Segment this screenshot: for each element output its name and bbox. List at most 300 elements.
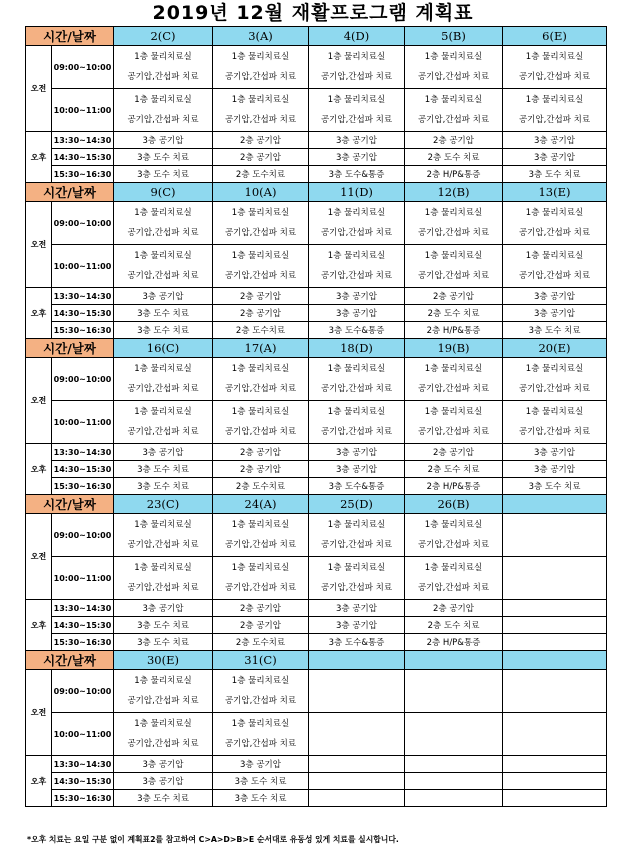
session-location: 1층 물리치료실 (327, 208, 386, 218)
session-cell: 3층 공기압 (503, 305, 607, 322)
session-location: 1층 물리치료실 (231, 719, 290, 729)
session-location: 1층 물리치료실 (134, 364, 192, 374)
session-treatment: 공기압,간섭파 치료 (127, 72, 199, 82)
session-location: 1층 물리치료실 (525, 95, 584, 105)
session-cell: 2층 도수 치료 (405, 461, 503, 478)
date-cell: 11(D) (309, 183, 405, 202)
session-location: 1층 물리치료실 (327, 251, 386, 261)
session-cell: 2층 공기압 (405, 444, 503, 461)
session-cell (503, 557, 607, 600)
session-location: 1층 물리치료실 (424, 95, 483, 105)
session-cell (309, 202, 405, 245)
time-cell: 15:30~16:30 (52, 322, 114, 339)
session-cell (405, 557, 503, 600)
session-location: 1층 물리치료실 (231, 676, 290, 686)
pm-row (26, 634, 607, 651)
session-location: 1층 물리치료실 (231, 251, 290, 261)
session-cell (503, 756, 607, 773)
footnote: *오후 치료는 요일 구분 없이 계획표2를 참고하여 C>A>D>B>E 순서대로 유동성 있게 치료를 실시합니다. (27, 835, 399, 844)
session-location: 1층 물리치료실 (134, 676, 192, 686)
time-cell: 09:00~10:00 (52, 202, 114, 245)
time-cell: 10:00~11:00 (52, 557, 114, 600)
session-cell (405, 358, 503, 401)
time-cell: 13:30~14:30 (52, 756, 114, 773)
session-location: 1층 물리치료실 (134, 520, 192, 530)
session-cell: 3층 공기압 (114, 444, 213, 461)
session-cell: 2층 도수 치료 (405, 617, 503, 634)
session-location: 1층 물리치료실 (327, 95, 386, 105)
date-cell: 5(B) (405, 27, 503, 46)
session-cell: 3층 도수 치료 (503, 322, 607, 339)
am-row (26, 670, 607, 713)
session-location: 1층 물리치료실 (231, 563, 290, 573)
time-cell: 15:30~16:30 (52, 166, 114, 183)
period-am-label: 오전 (26, 670, 52, 756)
session-cell: 3층 공기압 (213, 756, 309, 773)
session-treatment: 공기압,간섭파 치료 (224, 583, 297, 593)
time-date-header: 시간/날짜 (26, 183, 114, 202)
time-cell: 13:30~14:30 (52, 600, 114, 617)
session-cell: 3층 도수 치료 (114, 305, 213, 322)
session-cell (114, 202, 213, 245)
session-cell: 3층 도수 치료 (114, 478, 213, 495)
session-cell: 3층 공기압 (114, 756, 213, 773)
session-location: 1층 물리치료실 (231, 95, 290, 105)
session-treatment: 공기압,간섭파 치료 (224, 427, 297, 437)
session-location: 1층 물리치료실 (424, 520, 483, 530)
session-cell (503, 514, 607, 557)
session-cell: 3층 도수 치료 (114, 617, 213, 634)
session-cell: 2층 H/P&통증 (405, 478, 503, 495)
date-cell: 31(C) (213, 651, 309, 670)
period-am-label: 오전 (26, 358, 52, 444)
session-treatment: 공기압,간섭파 치료 (224, 72, 297, 82)
session-cell (309, 358, 405, 401)
session-cell: 3층 공기압 (309, 461, 405, 478)
session-cell (309, 790, 405, 807)
week-header-row (26, 183, 607, 202)
session-location: 1층 물리치료실 (231, 407, 290, 417)
session-cell: 3층 도수 치료 (114, 149, 213, 166)
session-cell: 3층 공기압 (309, 288, 405, 305)
am-row (26, 713, 607, 756)
session-location: 1층 물리치료실 (134, 719, 192, 729)
session-location: 1층 물리치료실 (134, 563, 192, 573)
session-cell: 2층 도수 치료 (405, 305, 503, 322)
session-cell (213, 557, 309, 600)
session-cell (503, 202, 607, 245)
session-location: 1층 물리치료실 (525, 52, 584, 62)
session-cell: 3층 공기압 (503, 288, 607, 305)
session-treatment: 공기압,간섭파 치료 (320, 583, 393, 593)
session-cell: 3층 도수 치료 (503, 166, 607, 183)
am-row (26, 401, 607, 444)
session-treatment: 공기압,간섭파 치료 (320, 228, 393, 238)
session-cell: 3층 도수&통증 (309, 634, 405, 651)
session-location: 1층 물리치료실 (424, 52, 483, 62)
session-location: 1층 물리치료실 (231, 52, 290, 62)
session-cell: 2층 도수치료 (213, 634, 309, 651)
session-cell (114, 358, 213, 401)
week-header-row (26, 495, 607, 514)
session-treatment: 공기압,간섭파 치료 (127, 696, 199, 706)
session-treatment: 공기압,간섭파 치료 (127, 583, 199, 593)
session-treatment: 공기압,간섭파 치료 (224, 696, 297, 706)
pm-row (26, 600, 607, 617)
time-date-header: 시간/날짜 (26, 27, 114, 46)
date-cell: 20(E) (503, 339, 607, 358)
session-cell: 3층 도수 치료 (213, 773, 309, 790)
session-cell (309, 245, 405, 288)
week-header-row (26, 651, 607, 670)
session-cell (405, 46, 503, 89)
session-cell: 2층 공기압 (213, 600, 309, 617)
time-cell: 14:30~15:30 (52, 305, 114, 322)
session-location: 1층 물리치료실 (134, 208, 192, 218)
date-cell: 4(D) (309, 27, 405, 46)
session-treatment: 공기압,간섭파 치료 (417, 115, 490, 125)
session-treatment: 공기압,간섭파 치료 (417, 427, 490, 437)
period-am-label: 오전 (26, 514, 52, 600)
session-cell: 2층 공기압 (213, 461, 309, 478)
session-treatment: 공기압,간섭파 치료 (320, 540, 393, 550)
session-treatment: 공기압,간섭파 치료 (224, 739, 297, 749)
date-cell (309, 651, 405, 670)
session-cell (405, 245, 503, 288)
am-row (26, 202, 607, 245)
pm-row (26, 166, 607, 183)
session-cell (213, 46, 309, 89)
pm-row (26, 288, 607, 305)
session-cell (213, 89, 309, 132)
time-cell: 14:30~15:30 (52, 773, 114, 790)
session-treatment: 공기압,간섭파 치료 (417, 540, 490, 550)
date-cell: 2(C) (114, 27, 213, 46)
session-cell (503, 89, 607, 132)
session-cell (309, 514, 405, 557)
pm-row (26, 617, 607, 634)
date-cell: 16(C) (114, 339, 213, 358)
session-location: 1층 물리치료실 (231, 208, 290, 218)
date-cell: 17(A) (213, 339, 309, 358)
date-cell: 18(D) (309, 339, 405, 358)
session-cell: 2층 H/P&통증 (405, 322, 503, 339)
session-cell: 2층 도수치료 (213, 322, 309, 339)
session-cell (405, 89, 503, 132)
session-cell (503, 600, 607, 617)
pm-row (26, 322, 607, 339)
date-cell: 19(B) (405, 339, 503, 358)
time-cell: 10:00~11:00 (52, 713, 114, 756)
session-treatment: 공기압,간섭파 치료 (320, 115, 393, 125)
time-date-header: 시간/날짜 (26, 495, 114, 514)
session-location: 1층 물리치료실 (327, 563, 386, 573)
period-pm-label: 오후 (26, 132, 52, 183)
session-cell (213, 670, 309, 713)
session-cell (405, 790, 503, 807)
session-cell: 3층 도수&통증 (309, 478, 405, 495)
page-title: 2019년 12월 재활프로그램 계획표 (152, 2, 474, 24)
session-location: 1층 물리치료실 (424, 407, 483, 417)
time-date-header: 시간/날짜 (26, 651, 114, 670)
session-cell (114, 514, 213, 557)
session-treatment: 공기압,간섭파 치료 (127, 384, 199, 394)
session-cell (114, 89, 213, 132)
session-treatment: 공기압,간섭파 치료 (127, 739, 199, 749)
pm-row (26, 773, 607, 790)
session-treatment: 공기압,간섭파 치료 (518, 115, 591, 125)
session-cell: 2층 도수치료 (213, 166, 309, 183)
session-location: 1층 물리치료실 (327, 520, 386, 530)
session-cell (309, 756, 405, 773)
session-cell: 3층 도수 치료 (503, 478, 607, 495)
session-location: 1층 물리치료실 (424, 251, 483, 261)
time-cell: 13:30~14:30 (52, 288, 114, 305)
session-cell: 3층 공기압 (309, 149, 405, 166)
am-row (26, 245, 607, 288)
time-cell: 14:30~15:30 (52, 149, 114, 166)
session-cell (503, 634, 607, 651)
session-treatment: 공기압,간섭파 치료 (320, 271, 393, 281)
session-cell (114, 401, 213, 444)
session-location: 1층 물리치료실 (134, 52, 192, 62)
session-cell: 3층 공기압 (309, 600, 405, 617)
session-cell (213, 401, 309, 444)
session-treatment: 공기압,간섭파 치료 (224, 115, 297, 125)
session-cell: 3층 도수 치료 (114, 166, 213, 183)
session-cell (309, 670, 405, 713)
session-cell (405, 202, 503, 245)
session-cell: 3층 공기압 (309, 305, 405, 322)
session-cell (309, 401, 405, 444)
session-cell (503, 358, 607, 401)
session-cell (503, 790, 607, 807)
pm-row (26, 444, 607, 461)
am-row (26, 46, 607, 89)
time-cell: 09:00~10:00 (52, 358, 114, 401)
time-cell: 10:00~11:00 (52, 89, 114, 132)
session-location: 1층 물리치료실 (525, 407, 584, 417)
session-cell: 2층 H/P&통증 (405, 166, 503, 183)
session-cell: 2층 공기압 (213, 288, 309, 305)
week-header-row (26, 339, 607, 358)
session-location: 1층 물리치료실 (424, 364, 483, 374)
session-cell (309, 557, 405, 600)
period-pm-label: 오후 (26, 756, 52, 807)
time-cell: 14:30~15:30 (52, 617, 114, 634)
date-cell (503, 495, 607, 514)
session-treatment: 공기압,간섭파 치료 (417, 384, 490, 394)
session-location: 1층 물리치료실 (231, 364, 290, 374)
time-cell: 10:00~11:00 (52, 245, 114, 288)
period-am-label: 오전 (26, 202, 52, 288)
pm-row (26, 132, 607, 149)
time-cell: 09:00~10:00 (52, 46, 114, 89)
session-cell: 2층 공기압 (405, 600, 503, 617)
am-row (26, 358, 607, 401)
pm-row (26, 756, 607, 773)
session-treatment: 공기압,간섭파 치료 (518, 384, 591, 394)
session-cell (114, 670, 213, 713)
session-cell (213, 245, 309, 288)
session-treatment: 공기압,간섭파 치료 (518, 271, 591, 281)
session-cell: 3층 공기압 (114, 132, 213, 149)
session-cell: 3층 공기압 (114, 600, 213, 617)
session-cell (503, 46, 607, 89)
session-cell (503, 773, 607, 790)
time-cell: 13:30~14:30 (52, 444, 114, 461)
session-cell (213, 358, 309, 401)
session-treatment: 공기압,간섭파 치료 (518, 228, 591, 238)
time-cell: 15:30~16:30 (52, 478, 114, 495)
session-cell: 3층 공기압 (309, 132, 405, 149)
session-cell (503, 245, 607, 288)
session-treatment: 공기압,간섭파 치료 (224, 271, 297, 281)
session-treatment: 공기압,간섭파 치료 (518, 72, 591, 82)
session-cell: 3층 도수&통증 (309, 322, 405, 339)
session-cell (114, 713, 213, 756)
session-cell: 3층 도수 치료 (213, 790, 309, 807)
pm-row (26, 790, 607, 807)
session-cell (309, 773, 405, 790)
session-cell: 2층 공기압 (213, 305, 309, 322)
period-pm-label: 오후 (26, 444, 52, 495)
am-row (26, 557, 607, 600)
date-cell: 3(A) (213, 27, 309, 46)
session-cell: 2층 공기압 (213, 444, 309, 461)
session-treatment: 공기압,간섭파 치료 (224, 384, 297, 394)
session-location: 1층 물리치료실 (134, 95, 192, 105)
time-date-header: 시간/날짜 (26, 339, 114, 358)
date-cell: 24(A) (213, 495, 309, 514)
pm-row (26, 149, 607, 166)
session-cell: 2층 공기압 (405, 132, 503, 149)
date-cell: 25(D) (309, 495, 405, 514)
session-cell (213, 514, 309, 557)
date-cell (405, 651, 503, 670)
session-treatment: 공기압,간섭파 치료 (320, 427, 393, 437)
session-cell (114, 245, 213, 288)
session-treatment: 공기압,간섭파 치료 (224, 540, 297, 550)
session-cell: 3층 공기압 (309, 444, 405, 461)
session-treatment: 공기압,간섭파 치료 (417, 72, 490, 82)
session-cell: 3층 공기압 (503, 149, 607, 166)
session-location: 1층 물리치료실 (525, 251, 584, 261)
pm-row (26, 478, 607, 495)
session-treatment: 공기압,간섭파 치료 (224, 228, 297, 238)
am-row (26, 89, 607, 132)
date-cell: 30(E) (114, 651, 213, 670)
session-cell: 3층 도수 치료 (114, 322, 213, 339)
session-treatment: 공기압,간섭파 치료 (127, 228, 199, 238)
session-cell: 3층 공기압 (503, 444, 607, 461)
session-cell (503, 670, 607, 713)
period-am-label: 오전 (26, 46, 52, 132)
time-cell: 09:00~10:00 (52, 670, 114, 713)
session-cell: 2층 공기압 (213, 132, 309, 149)
session-location: 1층 물리치료실 (525, 208, 584, 218)
date-cell: 12(B) (405, 183, 503, 202)
schedule-table (25, 26, 607, 807)
session-cell: 2층 공기압 (405, 288, 503, 305)
session-cell: 2층 도수치료 (213, 478, 309, 495)
session-cell (213, 202, 309, 245)
pm-row (26, 461, 607, 478)
date-cell: 10(A) (213, 183, 309, 202)
session-cell (114, 46, 213, 89)
time-cell: 15:30~16:30 (52, 790, 114, 807)
date-cell (503, 651, 607, 670)
session-cell (213, 713, 309, 756)
session-cell (405, 401, 503, 444)
pm-row (26, 305, 607, 322)
session-cell: 2층 도수 치료 (405, 149, 503, 166)
session-treatment: 공기압,간섭파 치료 (417, 228, 490, 238)
session-location: 1층 물리치료실 (424, 563, 483, 573)
session-cell: 2층 공기압 (213, 617, 309, 634)
session-treatment: 공기압,간섭파 치료 (417, 271, 490, 281)
session-cell: 3층 공기압 (503, 132, 607, 149)
date-cell: 13(E) (503, 183, 607, 202)
session-cell (114, 557, 213, 600)
time-cell: 09:00~10:00 (52, 514, 114, 557)
session-treatment: 공기압,간섭파 치료 (127, 427, 199, 437)
session-cell: 3층 도수&통증 (309, 166, 405, 183)
week-header-row (26, 27, 607, 46)
session-cell: 2층 H/P&통증 (405, 634, 503, 651)
period-pm-label: 오후 (26, 288, 52, 339)
session-cell: 3층 공기압 (309, 617, 405, 634)
session-location: 1층 물리치료실 (424, 208, 483, 218)
time-cell: 15:30~16:30 (52, 634, 114, 651)
session-cell: 3층 공기압 (114, 773, 213, 790)
session-cell (503, 401, 607, 444)
session-cell (309, 89, 405, 132)
session-cell: 3층 공기압 (114, 288, 213, 305)
session-treatment: 공기압,간섭파 치료 (127, 115, 199, 125)
session-treatment: 공기압,간섭파 치료 (320, 384, 393, 394)
am-row (26, 514, 607, 557)
session-location: 1층 물리치료실 (525, 364, 584, 374)
date-cell: 6(E) (503, 27, 607, 46)
session-location: 1층 물리치료실 (327, 52, 386, 62)
session-cell (405, 514, 503, 557)
session-cell (405, 773, 503, 790)
date-cell: 23(C) (114, 495, 213, 514)
session-cell (503, 713, 607, 756)
session-treatment: 공기압,간섭파 치료 (127, 271, 199, 281)
session-location: 1층 물리치료실 (327, 364, 386, 374)
session-cell (503, 617, 607, 634)
session-cell: 2층 공기압 (213, 149, 309, 166)
session-treatment: 공기압,간섭파 치료 (518, 427, 591, 437)
time-cell: 14:30~15:30 (52, 461, 114, 478)
session-treatment: 공기압,간섭파 치료 (127, 540, 199, 550)
session-cell: 3층 도수 치료 (114, 634, 213, 651)
session-cell (309, 46, 405, 89)
session-location: 1층 물리치료실 (134, 407, 192, 417)
date-cell: 9(C) (114, 183, 213, 202)
session-location: 1층 물리치료실 (327, 407, 386, 417)
session-treatment: 공기압,간섭파 치료 (417, 583, 490, 593)
session-cell (405, 756, 503, 773)
session-cell: 3층 공기압 (503, 461, 607, 478)
session-location: 1층 물리치료실 (231, 520, 290, 530)
period-pm-label: 오후 (26, 600, 52, 651)
session-cell (405, 713, 503, 756)
time-cell: 13:30~14:30 (52, 132, 114, 149)
session-cell (309, 713, 405, 756)
